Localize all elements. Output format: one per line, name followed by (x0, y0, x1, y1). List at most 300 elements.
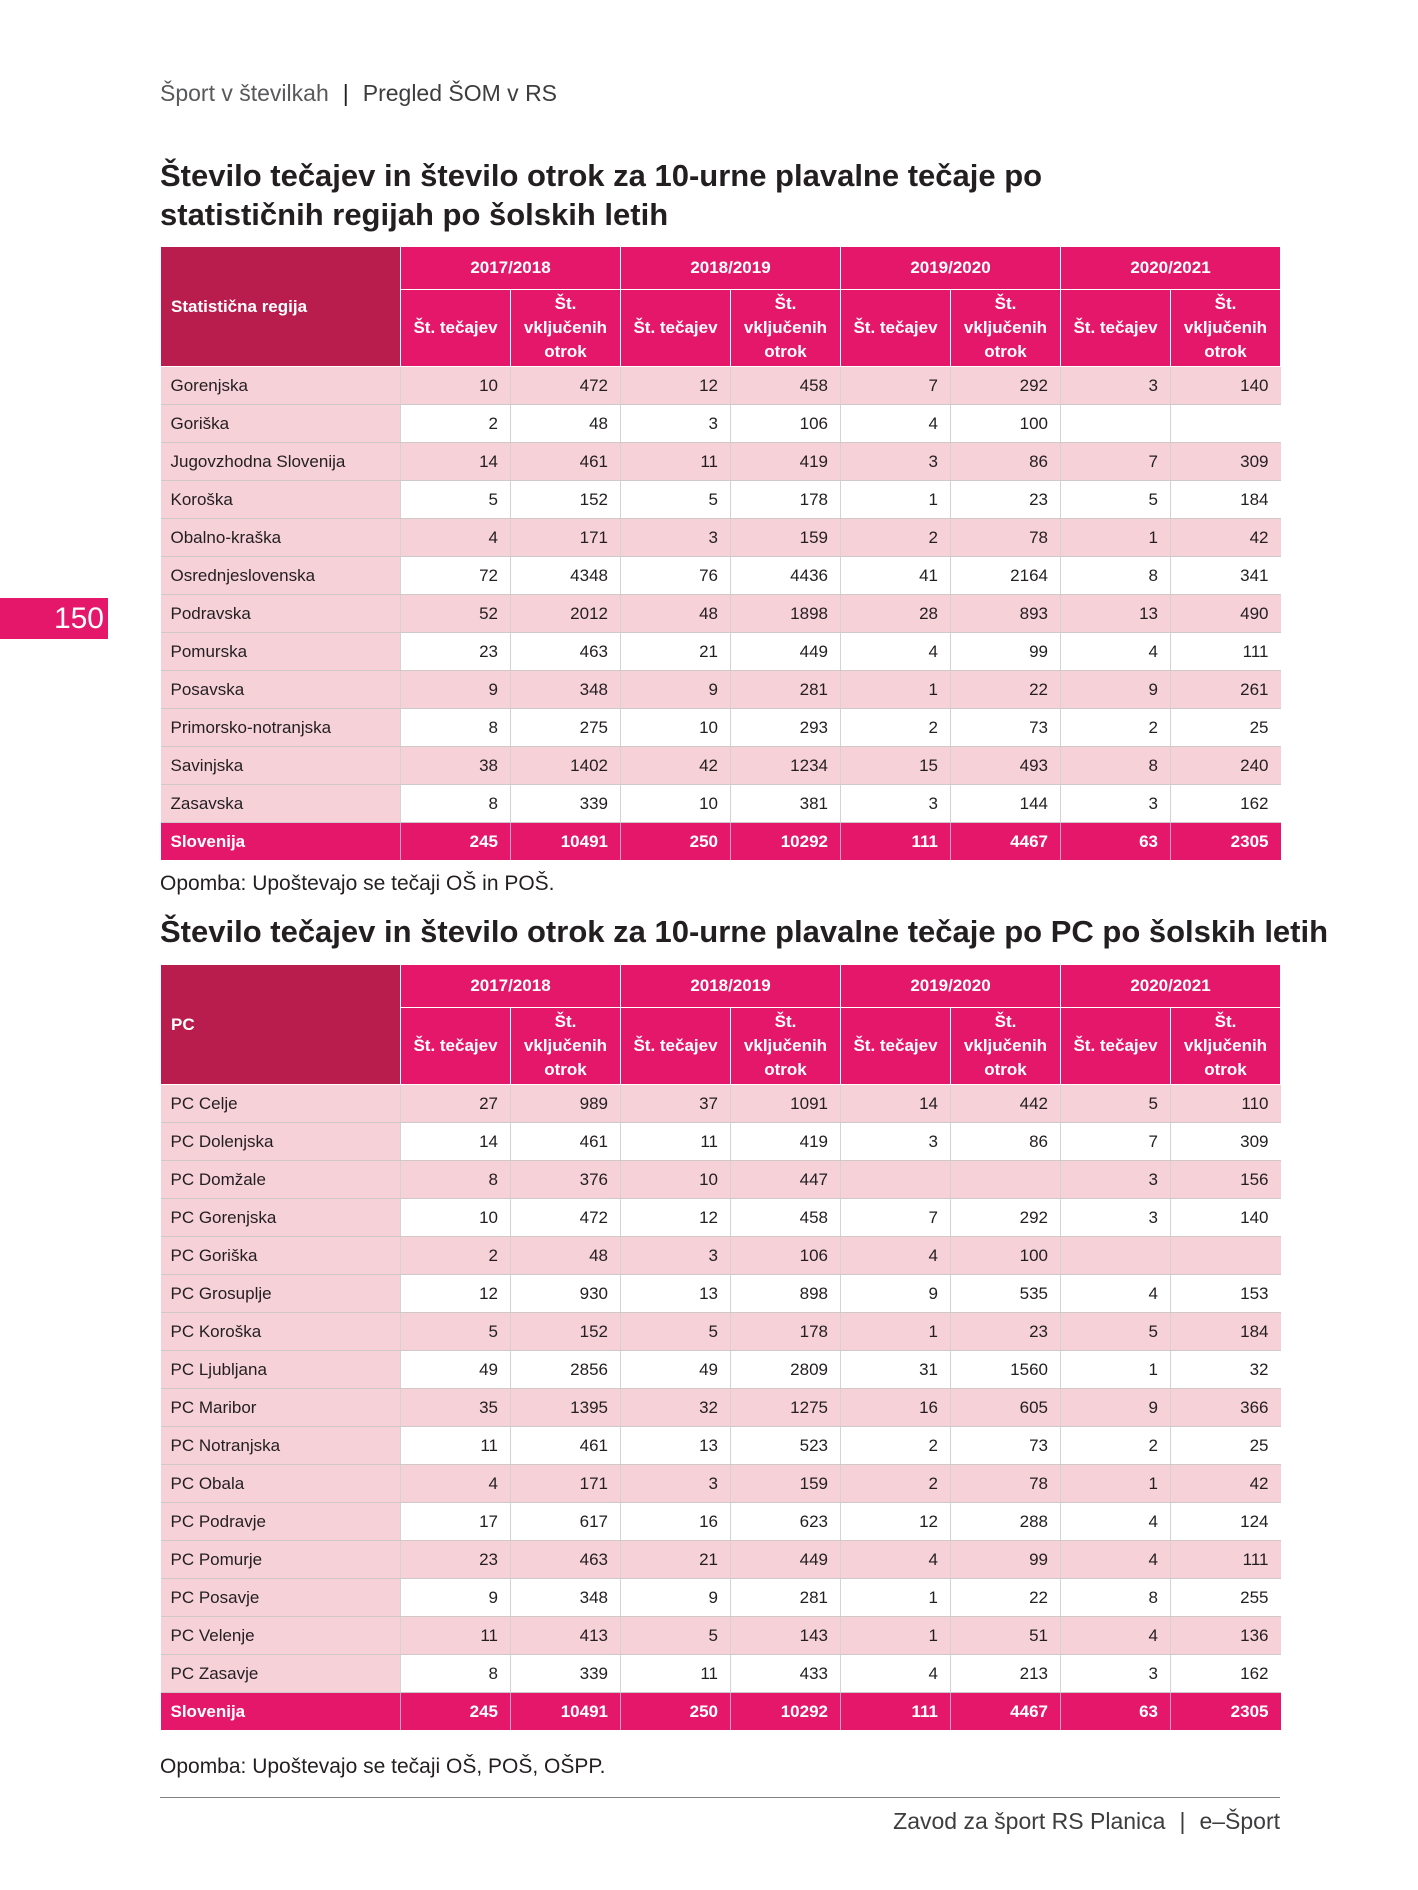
table1-year-header: 2018/2019 (621, 247, 841, 290)
table-cell: 449 (731, 1541, 841, 1579)
table2-title: Število tečajev in število otrok za 10-urne plavalne tečaje po PC po šolskih letih (160, 914, 1329, 949)
table-cell: 2164 (951, 557, 1061, 595)
table-cell: 458 (731, 1199, 841, 1237)
table-cell: 42 (1171, 1465, 1281, 1503)
table1-year-header: 2017/2018 (401, 247, 621, 290)
row-label: PC Koroška (161, 1313, 401, 1351)
table-cell: 1560 (951, 1351, 1061, 1389)
table-cell: 51 (951, 1617, 1061, 1655)
table-row (161, 1579, 1281, 1617)
table2-col-children: Št. vključenih otrok (511, 1008, 621, 1085)
table2-col-children: Št. vključenih otrok (731, 1008, 841, 1085)
table-cell: 25 (1171, 1427, 1281, 1465)
table-cell: 73 (951, 709, 1061, 747)
table-cell: 162 (1171, 785, 1281, 823)
table-cell: 12 (841, 1503, 951, 1541)
table-cell: 106 (731, 1237, 841, 1275)
table-cell: 8 (1061, 1579, 1171, 1617)
table-cell: 3 (621, 405, 731, 443)
table-cell: 2 (841, 709, 951, 747)
row-label: Zasavska (161, 785, 401, 823)
table-cell: 4 (1061, 1617, 1171, 1655)
table-cell: 156 (1171, 1161, 1281, 1199)
row-label: PC Domžale (161, 1161, 401, 1199)
table-cell: 4 (1061, 1503, 1171, 1541)
table-cell: 4 (1061, 633, 1171, 671)
table-cell: 339 (511, 1655, 621, 1693)
footer-rule (160, 1797, 1280, 1798)
table-cell: 309 (1171, 1123, 1281, 1161)
table-cell: 106 (731, 405, 841, 443)
table-cell: 4 (841, 1541, 951, 1579)
table-cell: 292 (951, 1199, 1061, 1237)
row-label: PC Posavje (161, 1579, 401, 1617)
table-cell: 12 (401, 1275, 511, 1313)
table-cell: 110 (1171, 1085, 1281, 1123)
running-header (160, 80, 557, 107)
table-cell: 37 (621, 1085, 731, 1123)
table1-corner-header: Statistična regija (161, 247, 401, 367)
row-label: PC Maribor (161, 1389, 401, 1427)
table-cell: 111 (1171, 1541, 1281, 1579)
table-cell: 153 (1171, 1275, 1281, 1313)
table-cell: 49 (621, 1351, 731, 1389)
table-cell: 490 (1171, 595, 1281, 633)
table-cell: 288 (951, 1503, 1061, 1541)
table-cell: 9 (621, 671, 731, 709)
table-cell: 178 (731, 481, 841, 519)
table-cell: 23 (951, 481, 1061, 519)
table-cell: 1402 (511, 747, 621, 785)
table-cell: 63 (1061, 1693, 1171, 1731)
table-cell: 250 (621, 823, 731, 861)
table-cell: 162 (1171, 1655, 1281, 1693)
table1-year-header: 2019/2020 (841, 247, 1061, 290)
table-cell: 42 (1171, 519, 1281, 557)
table1-note: Opomba: Upoštevajo se tečaji OŠ in POŠ. (160, 872, 555, 895)
table-cell: 292 (951, 367, 1061, 405)
table-row (161, 1085, 1281, 1123)
table-cell: 463 (511, 1541, 621, 1579)
table-row (161, 785, 1281, 823)
table-cell: 4 (841, 633, 951, 671)
table-cell: 35 (401, 1389, 511, 1427)
table-cell: 3 (621, 1237, 731, 1275)
table-cell: 281 (731, 1579, 841, 1617)
table-cell: 376 (511, 1161, 621, 1199)
row-label: Obalno-kraška (161, 519, 401, 557)
table-cell: 989 (511, 1085, 621, 1123)
table-cell: 111 (841, 1693, 951, 1731)
table-cell: 623 (731, 1503, 841, 1541)
table-cell: 1 (841, 1579, 951, 1617)
table1-col-courses: Št. tečajev (841, 290, 951, 367)
table-cell: 8 (401, 785, 511, 823)
footer-publisher: Zavod za šport RS Planica (893, 1808, 1166, 1834)
table2-col-children: Št. vključenih otrok (1171, 1008, 1281, 1085)
table-cell: 27 (401, 1085, 511, 1123)
table-cell: 72 (401, 557, 511, 595)
table-cell: 11 (621, 1655, 731, 1693)
table-cell: 3 (1061, 1655, 1171, 1693)
table-cell: 2809 (731, 1351, 841, 1389)
table-cell: 8 (401, 1655, 511, 1693)
table-row (161, 519, 1281, 557)
table-cell: 2 (841, 519, 951, 557)
table-cell: 11 (621, 1123, 731, 1161)
table-cell: 3 (841, 443, 951, 481)
table2-col-courses: Št. tečajev (1061, 1008, 1171, 1085)
row-label: Posavska (161, 671, 401, 709)
table-cell: 184 (1171, 1313, 1281, 1351)
table-cell: 1898 (731, 595, 841, 633)
table-cell: 159 (731, 519, 841, 557)
table-cell: 10 (621, 1161, 731, 1199)
table-cell: 171 (511, 519, 621, 557)
table-cell: 76 (621, 557, 731, 595)
row-label: PC Dolenjska (161, 1123, 401, 1161)
table-cell: 140 (1171, 1199, 1281, 1237)
table-cell: 48 (621, 595, 731, 633)
table-cell: 10 (621, 709, 731, 747)
table-cell (1171, 405, 1281, 443)
table-row (161, 1465, 1281, 1503)
table2-year-header: 2018/2019 (621, 965, 841, 1008)
table-cell: 240 (1171, 747, 1281, 785)
table-cell: 5 (1061, 481, 1171, 519)
table-cell: 14 (401, 1123, 511, 1161)
table-cell: 28 (841, 595, 951, 633)
table-cell: 5 (1061, 1313, 1171, 1351)
table-cell: 23 (951, 1313, 1061, 1351)
table-cell: 617 (511, 1503, 621, 1541)
table-row (161, 557, 1281, 595)
table2-note: Opomba: Upoštevajo se tečaji OŠ, POŠ, OŠPP. (160, 1755, 606, 1778)
table-cell: 213 (951, 1655, 1061, 1693)
table-cell: 38 (401, 747, 511, 785)
row-label: PC Grosuplje (161, 1275, 401, 1313)
table-cell: 461 (511, 443, 621, 481)
table-cell: 5 (621, 1617, 731, 1655)
table-cell: 381 (731, 785, 841, 823)
table-cell: 2 (401, 405, 511, 443)
table-row (161, 405, 1281, 443)
table-cell: 2856 (511, 1351, 621, 1389)
table-cell: 261 (1171, 671, 1281, 709)
table-cell: 48 (511, 1237, 621, 1275)
row-label: PC Velenje (161, 1617, 401, 1655)
footer-series: e–Šport (1199, 1808, 1280, 1834)
table-row (161, 443, 1281, 481)
table-cell: 2012 (511, 595, 621, 633)
table-cell: 245 (401, 823, 511, 861)
table-cell: 13 (621, 1427, 731, 1465)
table-cell: 419 (731, 443, 841, 481)
table-cell: 52 (401, 595, 511, 633)
table-cell: 8 (401, 709, 511, 747)
table1-col-children: Št. vključenih otrok (1171, 290, 1281, 367)
table-cell: 3 (1061, 367, 1171, 405)
table-cell: 32 (1171, 1351, 1281, 1389)
table-cell: 184 (1171, 481, 1281, 519)
table-cell: 442 (951, 1085, 1061, 1123)
row-label: Savinjska (161, 747, 401, 785)
table-row (161, 671, 1281, 709)
row-label: PC Obala (161, 1465, 401, 1503)
table-cell: 3 (841, 785, 951, 823)
table-cell: 9 (621, 1579, 731, 1617)
table-row (161, 1617, 1281, 1655)
table-row (161, 747, 1281, 785)
row-label: Slovenija (161, 823, 401, 861)
row-label: PC Goriška (161, 1237, 401, 1275)
table-cell: 100 (951, 405, 1061, 443)
table-cell: 86 (951, 1123, 1061, 1161)
table-row (161, 1123, 1281, 1161)
row-label: PC Ljubljana (161, 1351, 401, 1389)
table1-col-children: Št. vključenih otrok (511, 290, 621, 367)
row-label: Pomurska (161, 633, 401, 671)
table-cell: 419 (731, 1123, 841, 1161)
table-cell: 8 (1061, 557, 1171, 595)
table2-pc (160, 964, 1281, 1731)
page-number: 150 (0, 598, 108, 639)
table-cell: 1 (1061, 1465, 1171, 1503)
table-cell: 4467 (951, 1693, 1061, 1731)
row-label: PC Celje (161, 1085, 401, 1123)
table-cell: 16 (841, 1389, 951, 1427)
table-cell: 898 (731, 1275, 841, 1313)
table-row (161, 1275, 1281, 1313)
table-cell: 493 (951, 747, 1061, 785)
table-cell: 463 (511, 633, 621, 671)
table-cell: 339 (511, 785, 621, 823)
header-chapter: Pregled ŠOM v RS (362, 80, 558, 106)
table2-year-header: 2017/2018 (401, 965, 621, 1008)
table-cell: 4 (1061, 1275, 1171, 1313)
table-cell: 17 (401, 1503, 511, 1541)
table-cell: 4 (401, 1465, 511, 1503)
table-cell: 12 (621, 1199, 731, 1237)
table-cell: 124 (1171, 1503, 1281, 1541)
table-cell: 366 (1171, 1389, 1281, 1427)
row-label: Osrednjeslovenska (161, 557, 401, 595)
table-cell: 309 (1171, 443, 1281, 481)
table-cell: 605 (951, 1389, 1061, 1427)
table-cell: 14 (401, 443, 511, 481)
table-row (161, 595, 1281, 633)
table-row (161, 1541, 1281, 1579)
table-cell: 10491 (511, 823, 621, 861)
table-cell: 143 (731, 1617, 841, 1655)
table-cell: 11 (401, 1617, 511, 1655)
table-cell: 1 (1061, 1351, 1171, 1389)
table-cell: 111 (1171, 633, 1281, 671)
table-cell: 10491 (511, 1693, 621, 1731)
table-cell: 461 (511, 1427, 621, 1465)
table-cell: 14 (841, 1085, 951, 1123)
table-cell: 1 (1061, 519, 1171, 557)
table-cell: 10 (401, 367, 511, 405)
table-row (161, 1313, 1281, 1351)
table-cell: 140 (1171, 367, 1281, 405)
table-cell: 4 (841, 1655, 951, 1693)
table-cell: 9 (841, 1275, 951, 1313)
table-cell: 159 (731, 1465, 841, 1503)
table-cell: 1091 (731, 1085, 841, 1123)
table-cell: 4467 (951, 823, 1061, 861)
table-cell (951, 1161, 1061, 1199)
table-cell: 348 (511, 671, 621, 709)
table-cell: 49 (401, 1351, 511, 1389)
table-cell: 16 (621, 1503, 731, 1541)
table-cell: 21 (621, 1541, 731, 1579)
table-cell: 293 (731, 709, 841, 747)
table-cell: 472 (511, 367, 621, 405)
table-cell: 23 (401, 1541, 511, 1579)
table-cell: 458 (731, 367, 841, 405)
table-cell: 23 (401, 633, 511, 671)
row-label: Koroška (161, 481, 401, 519)
row-label: PC Gorenjska (161, 1199, 401, 1237)
table2-col-courses: Št. tečajev (841, 1008, 951, 1085)
table-row (161, 1503, 1281, 1541)
table-cell: 433 (731, 1655, 841, 1693)
table-cell: 3 (621, 1465, 731, 1503)
table-cell: 2 (1061, 1427, 1171, 1465)
row-label: Podravska (161, 595, 401, 633)
table-cell: 2 (401, 1237, 511, 1275)
table-cell: 10292 (731, 1693, 841, 1731)
table-cell: 447 (731, 1161, 841, 1199)
table-cell: 10 (401, 1199, 511, 1237)
table-cell: 7 (841, 1199, 951, 1237)
table-cell: 99 (951, 633, 1061, 671)
footer-separator: | (1179, 1808, 1186, 1834)
table1-col-courses: Št. tečajev (1061, 290, 1171, 367)
table-cell: 4 (841, 1237, 951, 1275)
table-cell (841, 1161, 951, 1199)
table-cell: 5 (401, 481, 511, 519)
table-cell: 7 (1061, 443, 1171, 481)
table-row (161, 633, 1281, 671)
table1-year-header: 2020/2021 (1061, 247, 1281, 290)
table-row (161, 1389, 1281, 1427)
table-cell: 3 (1061, 785, 1171, 823)
table-cell: 3 (621, 519, 731, 557)
table-cell: 348 (511, 1579, 621, 1617)
table1-regions (160, 246, 1281, 861)
table2-col-courses: Št. tečajev (621, 1008, 731, 1085)
table2-year-header: 2020/2021 (1061, 965, 1281, 1008)
table-cell: 9 (401, 1579, 511, 1617)
table-cell: 78 (951, 519, 1061, 557)
table-cell: 22 (951, 671, 1061, 709)
row-label: Goriška (161, 405, 401, 443)
row-label: PC Pomurje (161, 1541, 401, 1579)
table-cell: 25 (1171, 709, 1281, 747)
table-cell (1061, 405, 1171, 443)
table-cell: 4 (841, 405, 951, 443)
table-cell: 9 (1061, 671, 1171, 709)
table-cell: 1 (841, 481, 951, 519)
table1-col-children: Št. vključenih otrok (731, 290, 841, 367)
row-label: PC Notranjska (161, 1427, 401, 1465)
table-cell (1061, 1237, 1171, 1275)
table-cell: 111 (841, 823, 951, 861)
table-cell: 5 (621, 1313, 731, 1351)
table-cell: 5 (1061, 1085, 1171, 1123)
table-cell: 250 (621, 1693, 731, 1731)
table-cell: 136 (1171, 1617, 1281, 1655)
table-cell: 1 (841, 1313, 951, 1351)
table-cell: 99 (951, 1541, 1061, 1579)
table1-col-children: Št. vključenih otrok (951, 290, 1061, 367)
table-cell: 4348 (511, 557, 621, 595)
table-cell: 2305 (1171, 823, 1281, 861)
table-cell: 22 (951, 1579, 1061, 1617)
table-cell: 255 (1171, 1579, 1281, 1617)
table-cell: 8 (401, 1161, 511, 1199)
table-cell: 42 (621, 747, 731, 785)
table-cell: 4 (401, 519, 511, 557)
row-label: Slovenija (161, 1693, 401, 1731)
table-cell: 3 (841, 1123, 951, 1161)
table-cell: 78 (951, 1465, 1061, 1503)
table-cell: 41 (841, 557, 951, 595)
table-cell: 171 (511, 1465, 621, 1503)
table-cell: 31 (841, 1351, 951, 1389)
table-cell: 341 (1171, 557, 1281, 595)
table-cell: 13 (621, 1275, 731, 1313)
table-cell: 535 (951, 1275, 1061, 1313)
table-cell: 32 (621, 1389, 731, 1427)
table-cell: 11 (621, 443, 731, 481)
table-cell: 2 (841, 1427, 951, 1465)
table-cell: 86 (951, 443, 1061, 481)
table-cell: 152 (511, 1313, 621, 1351)
table-row (161, 1237, 1281, 1275)
table-cell: 4 (1061, 1541, 1171, 1579)
table-row (161, 367, 1281, 405)
table-row (161, 709, 1281, 747)
row-label: PC Podravje (161, 1503, 401, 1541)
table-cell: 5 (621, 481, 731, 519)
header-section: Šport v številkah (160, 80, 329, 106)
table-row (161, 1351, 1281, 1389)
table-cell: 12 (621, 367, 731, 405)
table1-col-courses: Št. tečajev (401, 290, 511, 367)
table2-col-children: Št. vključenih otrok (951, 1008, 1061, 1085)
table-cell: 2305 (1171, 1693, 1281, 1731)
table-cell: 1 (841, 1617, 951, 1655)
header-separator: | (342, 80, 349, 106)
table-cell: 7 (1061, 1123, 1171, 1161)
table-cell: 1234 (731, 747, 841, 785)
table-cell: 449 (731, 633, 841, 671)
table-cell (1171, 1237, 1281, 1275)
table2-corner-header: PC (161, 965, 401, 1085)
table-cell: 3 (1061, 1199, 1171, 1237)
table-cell: 178 (731, 1313, 841, 1351)
table-cell: 152 (511, 481, 621, 519)
table1-title: Število tečajev in število otrok za 10-urne plavalne tečaje po statističnih regijah po šolskih letih (160, 158, 1043, 232)
table-cell: 7 (841, 367, 951, 405)
table-cell: 1275 (731, 1389, 841, 1427)
table-cell: 10 (621, 785, 731, 823)
table-row (161, 1161, 1281, 1199)
table-cell: 13 (1061, 595, 1171, 633)
